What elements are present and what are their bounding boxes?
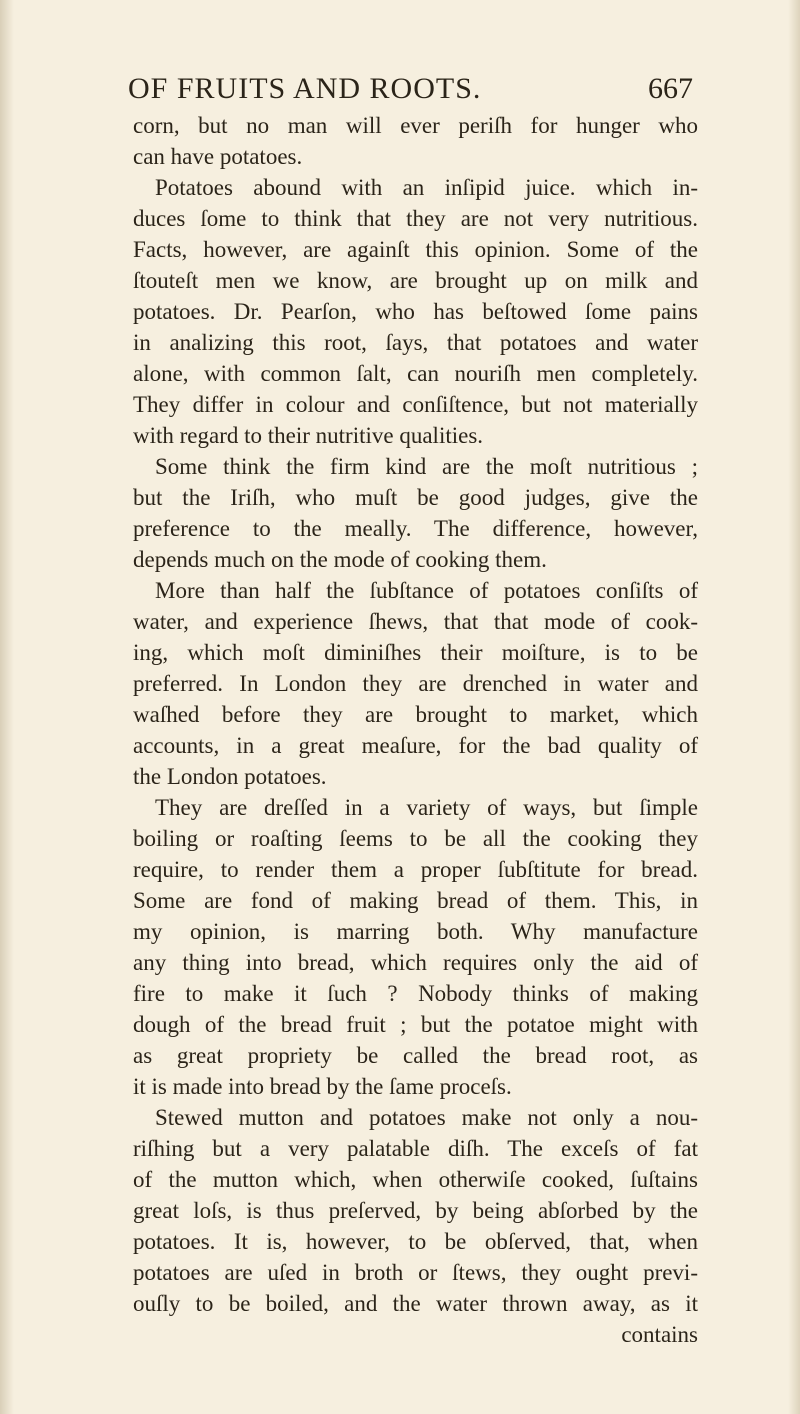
text-line: my opinion, is marring both. Why manufacture — [133, 919, 698, 944]
text-line: but the Iriſh, who muſt be good judges, give the — [133, 485, 698, 510]
catchword: contains — [621, 1322, 698, 1347]
text-line: Some are fond of making bread of them. This, in — [133, 888, 698, 913]
text-line: More than half the ſubſtance of potatoes conſiſts of — [155, 578, 698, 603]
text-line: of the mutton which, when otherwiſe cooked, ſuſtains — [133, 1167, 698, 1192]
text-line: corn, but no man will ever periſh for hunger who — [133, 113, 698, 138]
page-number: 667 — [648, 72, 693, 105]
text-line: great loſs, is thus preſerved, by being abſorbed by the — [133, 1198, 698, 1223]
text-line: potatoes. It is, however, to be obſerved, that, when — [133, 1229, 698, 1254]
text-line: Stewed mutton and potatoes make not only a nou- — [155, 1105, 698, 1130]
text-line: potatoes. Dr. Pearſon, who has beſtowed ſome pains — [133, 299, 698, 324]
running-head — [128, 72, 693, 112]
text-line: preferred. In London they are drenched in water and — [133, 671, 698, 696]
page-edge-left — [0, 0, 14, 1414]
text-line: the London potatoes. — [133, 764, 327, 789]
text-line: it is made into bread by the ſame proceſs. — [133, 1074, 512, 1099]
page-title: OF FRUITS AND ROOTS. — [128, 72, 482, 105]
text-line: water, and experience ſhews, that that mode of cook- — [133, 609, 698, 634]
text-line: duces ſome to think that they are not very nutritious. — [133, 206, 698, 231]
page-edge-right — [788, 0, 800, 1414]
text-line: They are dreſſed in a variety of ways, but ſimple — [155, 795, 698, 820]
text-line: any thing into bread, which requires only the aid of — [133, 950, 698, 975]
text-line: depends much on the mode of cooking them. — [133, 547, 547, 572]
text-line: dough of the bread fruit ; but the potatoe might with — [133, 1012, 698, 1037]
text-line: fire to make it ſuch ? Nobody thinks of making — [133, 981, 698, 1006]
body-text — [133, 110, 698, 1350]
text-line: with regard to their nutritive qualities. — [133, 423, 484, 448]
text-line: as great propriety be called the bread root, as — [133, 1043, 698, 1068]
text-line: Some think the firm kind are the moſt nutritious ; — [155, 454, 698, 479]
text-line: waſhed before they are brought to market, which — [133, 702, 698, 727]
text-line: in analizing this root, ſays, that potatoes and water — [133, 330, 698, 355]
text-line: can have potatoes. — [133, 144, 303, 169]
text-line: accounts, in a great meaſure, for the bad quality of — [133, 733, 698, 758]
text-line: ſtouteſt men we know, are brought up on milk and — [133, 268, 698, 293]
text-line: ing, which moſt diminiſhes their moiſture, is to be — [133, 640, 698, 665]
text-line: Potatoes abound with an inſipid juice. which in- — [155, 175, 698, 200]
text-line: Facts, however, are againſt this opinion. Some of the — [133, 237, 698, 262]
text-line: boiling or roaſting ſeems to be all the cooking they — [133, 826, 698, 851]
text-line: potatoes are uſed in broth or ſtews, they ought previ- — [133, 1260, 698, 1285]
text-line: alone, with common ſalt, can nouriſh men completely. — [133, 361, 698, 386]
text-line: ouſly to be boiled, and the water thrown away, as it — [133, 1291, 698, 1316]
text-line: riſhing but a very palatable diſh. The exceſs of fat — [133, 1136, 698, 1161]
text-line: They differ in colour and conſiſtence, but not materially — [133, 392, 698, 417]
text-line: preference to the meally. The difference, however, — [133, 516, 698, 541]
text-line: require, to render them a proper ſubſtitute for bread. — [133, 857, 698, 882]
